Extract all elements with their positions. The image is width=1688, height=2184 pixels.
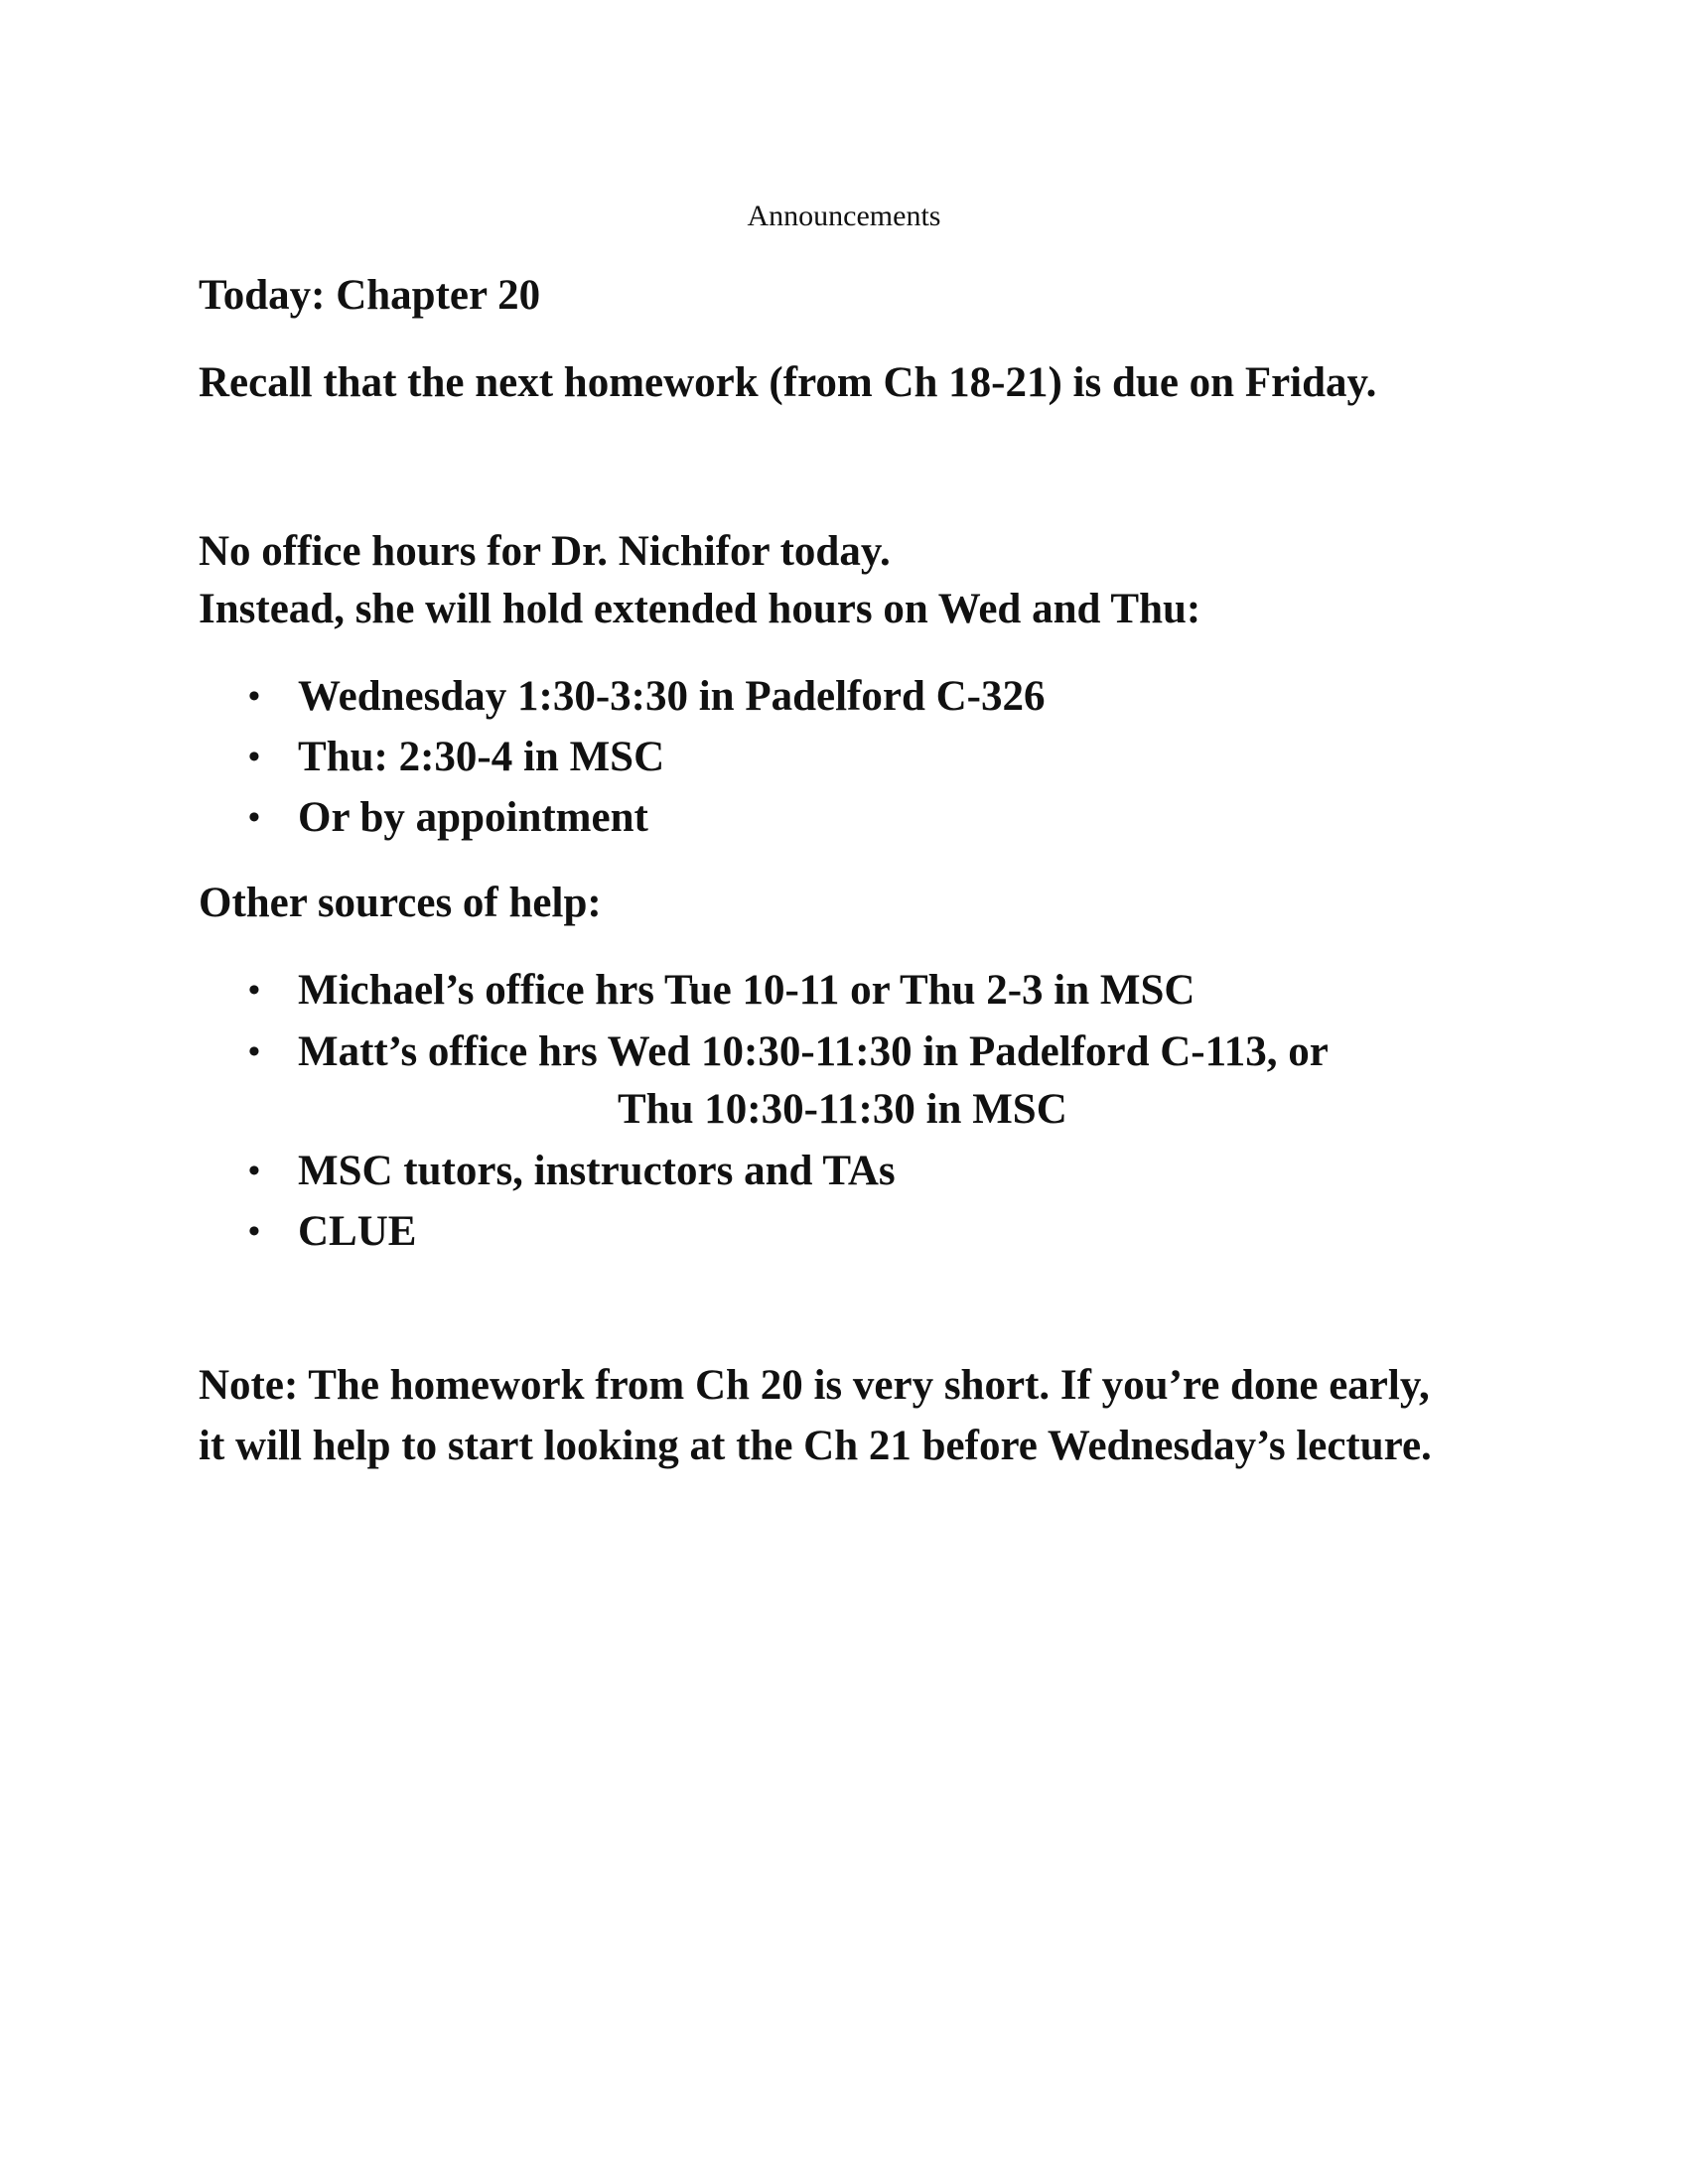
- list-item-text: Michael’s office hrs Tue 10-11 or Thu 2-3 in MSC: [298, 967, 1196, 1014]
- bullet-icon: •: [248, 1033, 260, 1070]
- note-line-1: Note: The homework from Ch 20 is very short. If you’re done early,: [199, 1362, 1430, 1409]
- list-item-text: MSC tutors, instructors and TAs: [298, 1148, 896, 1194]
- bullet-icon: •: [248, 739, 260, 775]
- note-line-2: it will help to start looking at the Ch 21 before Wednesday’s lecture.: [199, 1423, 1432, 1469]
- bullet-icon: •: [248, 799, 260, 836]
- bullet-icon: •: [248, 1213, 260, 1250]
- list-item-text: Thu: 2:30-4 in MSC: [298, 734, 665, 780]
- other-help-title: Other sources of help:: [199, 880, 602, 926]
- today-line: Today: Chapter 20: [199, 272, 541, 319]
- list-item-text: Wednesday 1:30-3:30 in Padelford C-326: [298, 673, 1046, 720]
- list-item-text: Or by appointment: [298, 794, 648, 841]
- bullet-icon: •: [248, 972, 260, 1009]
- bullet-icon: •: [248, 678, 260, 715]
- page-heading: Announcements: [747, 200, 941, 232]
- homework-reminder: Recall that the next homework (from Ch 18-21) is due on Friday.: [199, 359, 1377, 406]
- list-item-text: CLUE: [298, 1208, 417, 1255]
- extended-hours-intro: Instead, she will hold extended hours on Wed and Thu:: [199, 586, 1201, 632]
- list-item-text: Matt’s office hrs Wed 10:30-11:30 in Padelford C-113, or: [298, 1028, 1329, 1075]
- bullet-icon: •: [248, 1153, 260, 1189]
- office-hours-notice: No office hours for Dr. Nichifor today.: [199, 528, 891, 575]
- list-item-continuation: Thu 10:30-11:30 in MSC: [618, 1086, 1067, 1133]
